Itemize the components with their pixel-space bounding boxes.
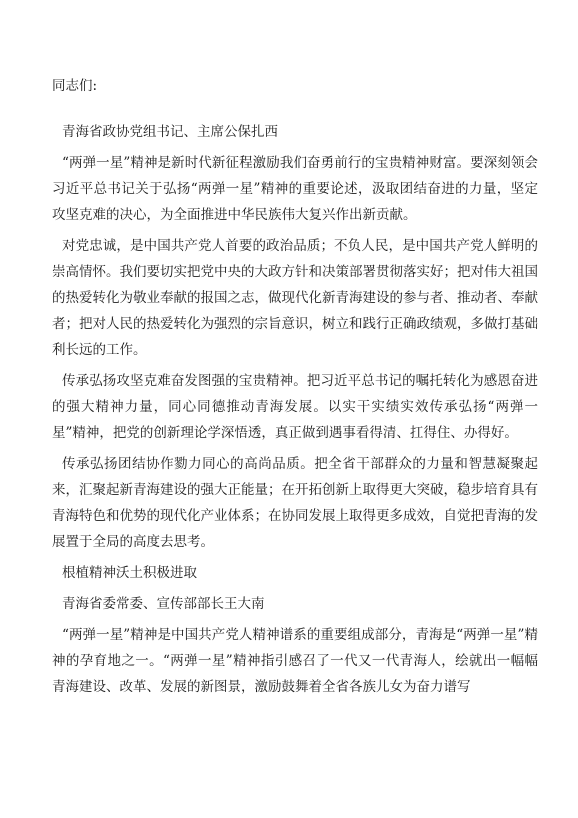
section-heading-author-2: 青海省委常委、宣传部部长王大南: [62, 596, 265, 612]
salutation: 同志们:: [52, 78, 98, 94]
document-body: [52, 119, 538, 705]
section-heading-title: 根植精神沃土积极进取: [62, 565, 197, 581]
paragraph: 对党忠诚，是中国共产党人首要的政治品质；不负人民，是中国共产党人鲜明的崇高情怀。我们要切实把党中央的大政方针和决策部署贯彻落实好；把对伟大祖国的热爱转化为敬业奉献的报国之志，做现代化新青海建设的参与者、推动者、奉献者；把对人民的热爱转化为强烈的宗旨意识，树立和践行正确政绩观，多做打基础利长远的工作。: [52, 238, 538, 358]
paragraph: 传承弘扬攻坚克难奋发图强的宝贵精神。把习近平总书记的嘱托转化为感恩奋进的强大精神力量，同心同德推动青海发展。以实干实绩实效传承弘扬“两弹一星”精神，把党的创新理论学深悟透，真正做到遇事看得清、扛得住、办得好。: [52, 373, 538, 441]
paragraph: 传承弘扬团结协作勠力同心的高尚品质。把全省干部群众的力量和智慧凝聚起来，汇聚起新青海建设的强大正能量；在开拓创新上取得更大突破，稳步培育具有青海特色和优势的现代化产业体系；在协同发展上取得更多成效，自觉把青海的发展置于全局的高度去思考。: [52, 456, 538, 550]
section-heading-author-1: 青海省政协党组书记、主席公保扎西: [62, 124, 278, 140]
paragraph: “两弹一星”精神是新时代新征程激励我们奋勇前行的宝贵精神财富。要深刻领会习近平总书记关于弘扬“两弹一星”精神的重要论述，汲取团结奋进的力量，坚定攻坚克难的决心，为全面推进中华民族伟大复兴作出新贡献。: [52, 155, 538, 223]
paragraph: “两弹一星”精神是中国共产党人精神谱系的重要组成部分，青海是“两弹一星”精神的孕育地之一。“两弹一星”精神指引感召了一代又一代青海人，绘就出一幅幅青海建设、改革、发展的新图景，激励鼓舞着全省各族儿女为奋力谱写: [52, 627, 538, 695]
